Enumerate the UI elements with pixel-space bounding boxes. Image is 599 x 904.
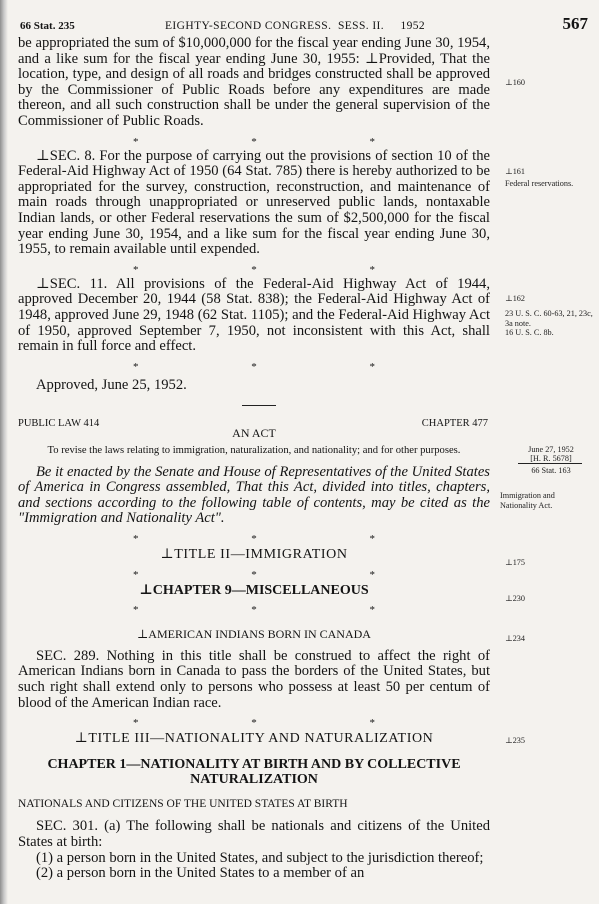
margin-note-234: ⊥234 — [505, 634, 525, 643]
page-number: 567 — [562, 14, 588, 33]
margin-usc-2: 16 U. S. C. 8b. — [505, 328, 554, 337]
act-purpose: To revise the laws relating to immigration, naturalization, and nationality; and for other purposes. — [47, 444, 461, 456]
margin-rule — [518, 463, 582, 464]
clause-1: (1) a person born in the United States, and subject to the jurisdiction thereof; — [36, 849, 484, 866]
header-year: 1952 — [400, 20, 426, 32]
main-text — [18, 36, 490, 393]
margin-usc-1: 23 U. S. C. 60-63, 21, 23c, 3a note. — [505, 309, 593, 328]
margin-federal-reservations: Federal reservations. — [505, 179, 574, 188]
clause-2: (2) a person born in the United States to a member of an — [36, 865, 365, 882]
header-congress — [165, 20, 425, 32]
enacting-clause: Be it enacted by the Senate and House of Representatives of the United States of America in Congress assembled, That this Act, divided into titles, chapters, and sections according to the following table of contents, may be cited as the "Immigration and Nationality Act". — [18, 463, 490, 527]
ellipsis-stars: * * * — [133, 135, 375, 148]
margin-note-162: ⊥162 — [505, 294, 525, 303]
ellipsis-stars: * * * — [133, 717, 375, 730]
margin-note-160: ⊥160 — [505, 78, 525, 87]
separator-rule — [242, 405, 276, 406]
margin-note-161: ⊥161 — [505, 167, 525, 176]
public-law-number: PUBLIC LAW 414 — [18, 418, 100, 429]
nationals-heading: NATIONALS AND CITIZENS OF THE UNITED STATES AT BIRTH — [18, 797, 348, 810]
chapter-1-heading: CHAPTER 1—NATIONALITY AT BIRTH AND BY COLLECTIVE NATURALIZATION — [47, 756, 461, 787]
chapter-number: CHAPTER 477 — [421, 418, 488, 429]
header-session: SESS. II. — [337, 20, 385, 32]
margin-immigration: Immigration and Nationality Act. — [500, 491, 555, 510]
running-header — [20, 14, 590, 36]
margin-note-175: ⊥175 — [505, 558, 525, 567]
ellipsis-stars: * * * — [133, 263, 375, 276]
ellipsis-stars: * * * — [133, 532, 375, 545]
ellipsis-stars: * * * — [133, 568, 375, 581]
an-act-heading: AN ACT — [232, 426, 276, 440]
law-text — [18, 426, 490, 882]
title-iii-heading: ⊥TITLE III—NATIONALITY AND NATURALIZATION — [74, 731, 434, 747]
approved-date: Approved, June 25, 1952. — [36, 376, 187, 393]
margin-stat-163: 66 Stat. 163 — [531, 466, 571, 475]
chapter-9-heading: ⊥CHAPTER 9—MISCELLANEOUS — [139, 582, 369, 598]
margin-note-230: ⊥230 — [505, 594, 525, 603]
binding-shadow — [0, 0, 8, 904]
paragraph-sec-8: ⊥SEC. 8. For the purpose of carrying out the provisions of section 10 of the Federal-Aid Highway Act of 1950 (64 Stat. 785) there is hereby authorized to be appropriated for the survey, construction, reconstruction, and maintenance of main roads through unappropriated or unreserved public lands, nontaxable Indian lands, or other Federal reservations the sum of $2,500,000 for the fiscal year ending June 30, 1954, and a like sum for the fiscal year ending June 30, 1955, to remain available until expended. — [18, 147, 490, 258]
paragraph-appropriation: be appropriated the sum of $10,000,000 for the fiscal year ending June 30, 1954, and a like sum for the fiscal year ending June 30, 1955: ⊥Provided, That the location, type, and design of all roads and bridges constructed shall be approved by the Commissioner of Public Roads before any expenditures are made thereon, and all such construction shall be under the general supervision of the Commissioner of Public Roads. — [18, 35, 490, 129]
margin-note-235: ⊥235 — [505, 736, 525, 745]
ellipsis-stars: * * * — [133, 360, 375, 373]
paragraph-sec-289: SEC. 289. Nothing in this title shall be construed to affect the right of American Indians born in Canada to pass the borders of the United States, but such right shall extend only to persons who possess at least 50 per centum of blood of the American Indian race. — [18, 647, 490, 711]
header-congress-name: EIGHTY-SECOND CONGRESS. — [165, 20, 332, 32]
paragraph-sec-301: SEC. 301. (a) The following shall be nationals and citizens of the United States at birth: — [18, 818, 490, 850]
title-ii-heading: ⊥TITLE II—IMMIGRATION — [160, 546, 348, 562]
header-stat: 66 Stat. 235 — [20, 20, 75, 32]
margin-bill: [H. R. 5678] — [530, 454, 572, 463]
paragraph-sec-11: ⊥SEC. 11. All provisions of the Federal-Aid Highway Act of 1944, approved December 20, 1944 (58 Stat. 838); the Federal-Aid Highway Act of 1948, approved June 29, 1948 (62 Stat. 1105); and the Federal-Aid Highway Act of 1950, approved September 7, 1950, not inconsistent with this Act, shall remain in full force and effect. — [18, 275, 490, 355]
ellipsis-stars: * * * — [133, 604, 375, 617]
american-indians-heading: ⊥AMERICAN INDIANS BORN IN CANADA — [137, 627, 371, 642]
margin-date: June 27, 1952 — [528, 445, 574, 454]
